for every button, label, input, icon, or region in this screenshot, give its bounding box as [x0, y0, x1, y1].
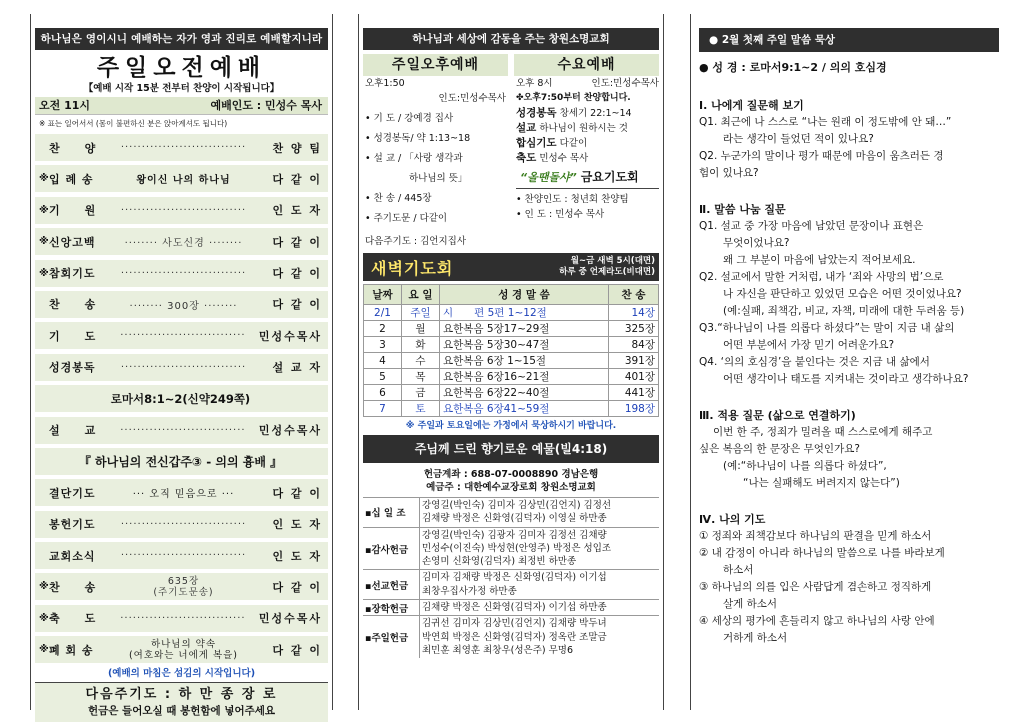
- order-label: 기 원: [49, 204, 97, 218]
- order-label: 신앙고백: [49, 235, 96, 249]
- table-cell-text: 요한복음 6장16~21절: [440, 369, 609, 385]
- dawn-title: 새벽기도회: [371, 258, 454, 278]
- offering-name-line: 최창우집사가정 하만종: [422, 585, 517, 597]
- order-detail: ······························: [120, 330, 246, 342]
- offering-type: ▪선교헌금: [365, 580, 409, 592]
- section-2-title: Ⅱ. 말씀 나눔 질문: [699, 203, 786, 216]
- order-label: 성경봉독: [49, 361, 96, 375]
- friday-prayer-title: [520, 170, 659, 185]
- table-cell-hymn: 401장: [609, 369, 659, 385]
- morning-worship-panel: [30, 14, 333, 717]
- bless-text: 민성수 목사: [539, 153, 589, 164]
- sermon-scripture: 로마서8:1~2(신약249쪽): [35, 385, 328, 412]
- offering-names: [419, 616, 659, 658]
- order-person: 다 같 이: [272, 235, 322, 249]
- table-header: 날짜: [364, 285, 402, 305]
- stand-note: ※ 표는 일어서서 (몸이 불편하신 분은 앉아계셔도 됩니다): [39, 119, 228, 128]
- table-cell-text: 시 편 5편 1~12절: [440, 305, 609, 321]
- section-1-title: Ⅰ. 나에게 질문해 보기: [699, 99, 804, 112]
- table-cell-date: 4: [364, 353, 402, 369]
- dawn-note: ※ 주일과 토요일에는 가정에서 묵상하시기 바랍니다.: [405, 421, 617, 431]
- prayer-line: ② 내 감정이 아니라 하나님의 말씀으로 나를 바라보게: [699, 547, 945, 559]
- sunday-afternoon-title: 주일오후예배: [363, 54, 508, 76]
- prayer-line: 하소서: [723, 564, 754, 576]
- table-cell-hymn: 325장: [609, 321, 659, 337]
- prayer-text: 다같이: [559, 138, 588, 149]
- question-line: 왜 그 부분이 마음에 남았는지 적어보세요.: [723, 254, 916, 266]
- offering-names: [419, 570, 659, 599]
- prayer-line: ① 정죄와 죄책감보다 하나님의 판결을 믿게 하소서: [699, 530, 932, 542]
- friday-line: • 인 도 : 민성수 목사: [516, 209, 605, 220]
- offering-type: ▪십 일 조: [365, 508, 406, 520]
- order-person: 민성수목사: [258, 329, 322, 343]
- order-person: 민성수목사: [258, 612, 322, 626]
- offering-name-line: 김귀선 김미자 김상민(김언지) 김채량 박두녀: [422, 618, 607, 630]
- order-detail: ······························: [120, 612, 246, 624]
- question-line: 나 자신을 판단하고 있었던 모습은 어떤 것이었나요?: [723, 288, 962, 300]
- bless-label: 축도: [516, 152, 537, 164]
- order-row: [35, 228, 328, 255]
- order-person: 설 교 자: [272, 361, 322, 375]
- offering-name-line: 강영길(박인숙) 김미자 김상민(김언지) 김정선: [422, 500, 612, 511]
- table-header: 성 경 말 씀: [440, 285, 609, 305]
- table-cell-date: 7: [364, 401, 402, 417]
- order-row: [35, 354, 328, 381]
- offering-row: [363, 527, 659, 570]
- sunday-afternoon-service: [363, 54, 508, 249]
- order-label: 찬 송: [49, 298, 97, 312]
- services-row: [363, 54, 659, 249]
- table-cell-hymn: 441장: [609, 385, 659, 401]
- question-line: Q3.“하나님이 나를 의롭다 하셨다”는 말이 지금 내 삶의: [699, 322, 955, 334]
- table-cell-date: 3: [364, 337, 402, 353]
- prayer-line: ③ 하나님의 의를 입은 사람답게 겸손하고 정직하게: [699, 581, 932, 593]
- table-cell-text: 요한복음 6장41~59절: [440, 401, 609, 417]
- table-cell-day: 토: [402, 401, 440, 417]
- apply-line: (예:“하나님이 나를 의롭다 하셨다”,: [723, 460, 887, 472]
- table-cell-day: 주일: [402, 305, 440, 321]
- apply-line: 싶은 복음의 한 문장은 무엇인가요?: [699, 443, 860, 455]
- order-person: 다 같 이: [272, 172, 322, 186]
- order-person: 인 도 자: [272, 518, 322, 532]
- order-person: 다 같 이: [272, 298, 322, 312]
- apply-line: “나는 실패해도 버려지지 않는다”): [743, 477, 900, 489]
- order-label: 교회소식: [49, 549, 96, 563]
- sermon-title: 『 하나님의 전신갑주③ - 의의 흉배 』: [35, 448, 328, 475]
- offering-name-line: 김채량 박정은 신화영(김덕자) 이기섭 하만종: [422, 602, 607, 614]
- table-cell-day: 월: [402, 321, 440, 337]
- dawn-prayer-bar: [363, 253, 659, 281]
- order-detail: ··· 오직 믿음으로 ···: [132, 489, 235, 501]
- order-label: 참회기도: [49, 267, 96, 281]
- worship-time: 오전 11시: [39, 99, 91, 112]
- table-row: [364, 305, 659, 321]
- stand-mark: ※: [39, 204, 49, 216]
- order-person: 다 같 이: [272, 267, 322, 281]
- offering-name-line: 민성수(이진숙) 박성현(안영주) 박정은 성입조: [422, 542, 612, 554]
- benediction-row: [35, 605, 328, 632]
- hymn-number: 635장: [167, 575, 200, 587]
- order-person: 찬 양 팀: [272, 141, 322, 155]
- table-row: [364, 369, 659, 385]
- stand-mark: ※: [39, 644, 49, 656]
- table-cell-date: 2: [364, 321, 402, 337]
- offering-type: ▪장학헌금: [365, 603, 409, 615]
- worship-leader: 예배인도 : 민성수 목사: [210, 99, 322, 112]
- order-detail: ······························: [120, 267, 247, 279]
- wednesday-service: [514, 54, 659, 249]
- order-person: 다 같 이: [272, 643, 322, 657]
- section-4-title: Ⅳ. 나의 기도: [699, 513, 766, 526]
- service-line: • 기 도 / 강예경 집사: [365, 113, 454, 124]
- friday-script: “올땐돌샤”: [520, 171, 577, 184]
- question-line: 어떤 생각이나 태도를 지켜내는 것이라고 생각하나요?: [723, 373, 969, 385]
- prayer-line: 살게 하소서: [723, 598, 778, 610]
- stand-mark: ※: [39, 267, 49, 279]
- order-row: [35, 134, 328, 161]
- question-line: Q4. ‘의의 호심경’을 붙인다는 것은 지금 내 삶에서: [699, 356, 930, 368]
- order-detail: ······························: [120, 361, 247, 373]
- order-label: 찬 양: [49, 141, 97, 155]
- prayer-label: 합심기도: [516, 137, 557, 149]
- dawn-reading-table: [363, 284, 659, 417]
- order-person: 인 도 자: [272, 549, 322, 563]
- table-cell-hymn: 198장: [609, 401, 659, 417]
- friday-line: • 찬양인도 : 청년회 찬양팀: [516, 194, 629, 205]
- question-line: 험이 있나요?: [699, 167, 759, 179]
- meditation-scripture: ● 성 경 : 로마서9:1~2 / 의의 호심경: [699, 61, 887, 74]
- order-row: [35, 511, 328, 538]
- table-cell-text: 요한복음 6장 1~15절: [440, 353, 609, 369]
- table-row: [364, 353, 659, 369]
- order-detail: ······························: [120, 204, 247, 216]
- song-subtitle: (여호와는 너에게 복을): [128, 649, 239, 661]
- dawn-sub1: 월~금 새벽 5시(대면): [570, 256, 655, 266]
- prayer-line: 거하게 하소서: [723, 632, 788, 644]
- sunday-afternoon-time: 오후1:50: [365, 78, 405, 89]
- offering-name-line: 최민훈 최영훈 최창우(성은주) 무명6: [422, 644, 573, 656]
- order-label: 결단기도: [49, 486, 96, 500]
- stand-mark: ※: [39, 612, 49, 624]
- worship-subnote: 【예배 시작 15분 전부터 찬양이 시작됩니다】: [83, 83, 280, 94]
- offering-type: ▪감사헌금: [365, 544, 409, 556]
- meditation-banner: ● 2월 첫째 주일 말씀 묵상: [699, 28, 999, 52]
- table-cell-day: 화: [402, 337, 440, 353]
- order-detail: 왕이신 나의 하나님: [136, 175, 231, 187]
- left-banner: 하나님은 영이시니 예배하는 자가 영과 진리로 예배할지니라: [35, 28, 328, 50]
- dawn-sub2: 하루 중 언제라도(비대면): [559, 267, 655, 277]
- table-cell-day: 목: [402, 369, 440, 385]
- question-line: Q2. 설교에서 말한 거처럼, 내가 ‘죄와 사망의 법’으로: [699, 271, 944, 283]
- table-cell-text: 요한복음 5장30~47절: [440, 337, 609, 353]
- offering-type: ▪주일헌금: [365, 633, 409, 645]
- offering-holder: 예금주 : 대한예수교장로회 창원소명교회: [426, 482, 596, 493]
- church-banner: 하나님과 세상에 감동을 주는 창원소명교회: [363, 28, 659, 50]
- order-label: 기 도: [49, 329, 97, 343]
- table-cell-day: 수: [402, 353, 440, 369]
- table-cell-text: 요한복음 5장17~29절: [440, 321, 609, 337]
- wednesday-time: 오후 8시: [516, 78, 553, 89]
- worship-time-row: [35, 97, 328, 115]
- closing-hymn-row: [35, 573, 328, 600]
- order-label: 봉헌기도: [49, 518, 96, 532]
- section-3-title: Ⅲ. 적용 질문 (삶으로 연결하기): [699, 409, 856, 422]
- offering-list: [363, 497, 659, 658]
- order-label: 축 도: [49, 612, 97, 626]
- table-cell-text: 요한복음 6장22~40절: [440, 385, 609, 401]
- stand-mark: ※: [39, 236, 49, 248]
- wednesday-title: 수요예배: [514, 54, 659, 76]
- divider: [516, 188, 659, 189]
- order-detail: ······························: [120, 142, 247, 153]
- order-detail: ······························: [120, 518, 247, 530]
- offering-names: [419, 498, 659, 527]
- table-cell-date: 5: [364, 369, 402, 385]
- stand-mark: ※: [39, 581, 49, 593]
- question-line: Q1. 최근에 나 스스로 “나는 원래 이 정도밖에 안 돼…”: [699, 116, 952, 128]
- reading-text: 창세기 22:1~14: [559, 108, 632, 119]
- order-detail: ········ 사도신경 ········: [124, 238, 243, 250]
- table-cell-day: 금: [402, 385, 440, 401]
- sermon-dots: ······························: [120, 424, 246, 436]
- service-line: • 성경봉독/ 약 1:13~18: [365, 133, 471, 144]
- meditation-panel: [690, 14, 1002, 710]
- service-line: • 설 교 / 「사랑 생각과: [365, 153, 463, 164]
- table-header: 요 일: [402, 285, 440, 305]
- other-services-panel: [358, 14, 664, 710]
- table-cell-hymn: 14장: [609, 305, 659, 321]
- order-person: 다 같 이: [272, 580, 322, 594]
- order-label: 입 례 송: [49, 172, 94, 186]
- wednesday-leader: 인도:민성수목사: [591, 78, 659, 89]
- table-row: [364, 401, 659, 417]
- table-cell-date: 6: [364, 385, 402, 401]
- table-row: [364, 321, 659, 337]
- song-title: 하나님의 약속: [150, 638, 217, 650]
- offering-row: [363, 569, 659, 599]
- offering-name-line: 강영길(박인숙) 김광자 김미자 김정선 김채량: [422, 529, 607, 541]
- sermon-text: 하나님이 원하시는 것: [539, 123, 628, 134]
- order-of-service: [35, 134, 328, 663]
- sunday-afternoon-leader: 인도:민성수목사: [438, 93, 506, 104]
- offering-name-line: 손영미 신화영(김덕자) 최정빈 하만종: [422, 556, 577, 568]
- offering-names: [419, 600, 659, 615]
- question-line: Q1. 설교 중 가장 마음에 남았던 문장이나 표현은: [699, 220, 924, 232]
- closing-note: (예배의 마침은 섬김의 시작입니다): [107, 667, 256, 679]
- sermon-label: 설 교: [49, 424, 97, 438]
- order-label: 찬 송: [49, 580, 97, 594]
- next-prayer: 다음주기도 : 하 만 종 장 로: [85, 686, 278, 702]
- hymn-name: (주기도문송): [153, 586, 214, 598]
- offering-account: 헌금계좌 : 688-07-0008890 경남은행: [423, 469, 599, 480]
- stand-mark: ※: [39, 173, 49, 185]
- offering-note: 헌금은 들어오실 때 봉헌함에 넣어주세요: [87, 704, 276, 717]
- order-row: [35, 197, 328, 224]
- offering-names: [419, 528, 659, 570]
- service-line: • 찬 송 / 445장: [365, 193, 432, 204]
- wednesday-praise: ✤오후7:50부터 찬양합니다.: [516, 93, 631, 103]
- order-person: 다 같 이: [272, 486, 322, 500]
- table-cell-date: 2/1: [364, 305, 402, 321]
- offering-name-line: 김미자 김채량 박정은 신화영(김덕자) 이기섭: [422, 572, 607, 584]
- order-row: [35, 322, 328, 349]
- order-row: [35, 479, 328, 506]
- offering-row: [363, 599, 659, 615]
- offering-name-line: 김채량 박정은 신화영(김덕자) 이영실 하만종: [422, 513, 607, 525]
- order-row: [35, 542, 328, 569]
- prayer-line: ④ 세상의 평가에 흔들리지 않고 하나님의 사랑 안에: [699, 615, 935, 627]
- sermon-row: [35, 417, 328, 444]
- order-row: [35, 291, 328, 318]
- question-line: 무엇이었나요?: [723, 237, 790, 249]
- table-row: [364, 385, 659, 401]
- table-header: 찬 송: [609, 285, 659, 305]
- friday-title: 금요기도회: [580, 170, 639, 184]
- offering-title: 주님께 드린 향기로운 예물(빌4:18): [363, 435, 659, 463]
- apply-line: 이번 한 주, 정죄가 밀려올 때 스스로에게 해주고: [713, 426, 933, 438]
- question-line: Q2. 누군가의 말이나 평가 때문에 마음이 움츠러든 경: [699, 150, 944, 162]
- table-cell-hymn: 84장: [609, 337, 659, 353]
- order-row: [35, 260, 328, 287]
- table-row: [364, 337, 659, 353]
- closing-song-row: [35, 636, 328, 663]
- sermon-label: 설교: [516, 122, 537, 134]
- order-label: 폐 회 송: [49, 643, 94, 657]
- order-detail: ······························: [120, 550, 247, 562]
- service-line: 하나님의 뜻」: [409, 173, 468, 184]
- offering-row: [363, 615, 659, 658]
- question-line: 어떤 부분에서 가장 믿기 어려운가요?: [723, 339, 895, 351]
- sunday-afternoon-next: 다음주기도 : 김언지집사: [365, 236, 467, 247]
- table-cell-hymn: 391장: [609, 353, 659, 369]
- service-line: • 주기도문 / 다같이: [365, 213, 448, 224]
- order-detail: ········ 300장 ········: [129, 300, 238, 312]
- offering-row: [363, 497, 659, 527]
- page-title: 주일오전예배: [96, 55, 267, 81]
- next-week-box: [35, 682, 328, 722]
- question-line: 라는 생각이 들었던 적이 있나요?: [723, 133, 874, 145]
- sermon-preacher: 민성수목사: [258, 424, 322, 438]
- order-row: [35, 165, 328, 192]
- reading-label: 성경봉독: [516, 107, 557, 119]
- offering-name-line: 박연희 박정은 신화영(김덕자) 정옥란 조말금: [422, 631, 607, 643]
- question-line: (예:실패, 죄책감, 비교, 자책, 미래에 대한 두려움 등): [723, 305, 965, 317]
- order-person: 인 도 자: [272, 204, 322, 218]
